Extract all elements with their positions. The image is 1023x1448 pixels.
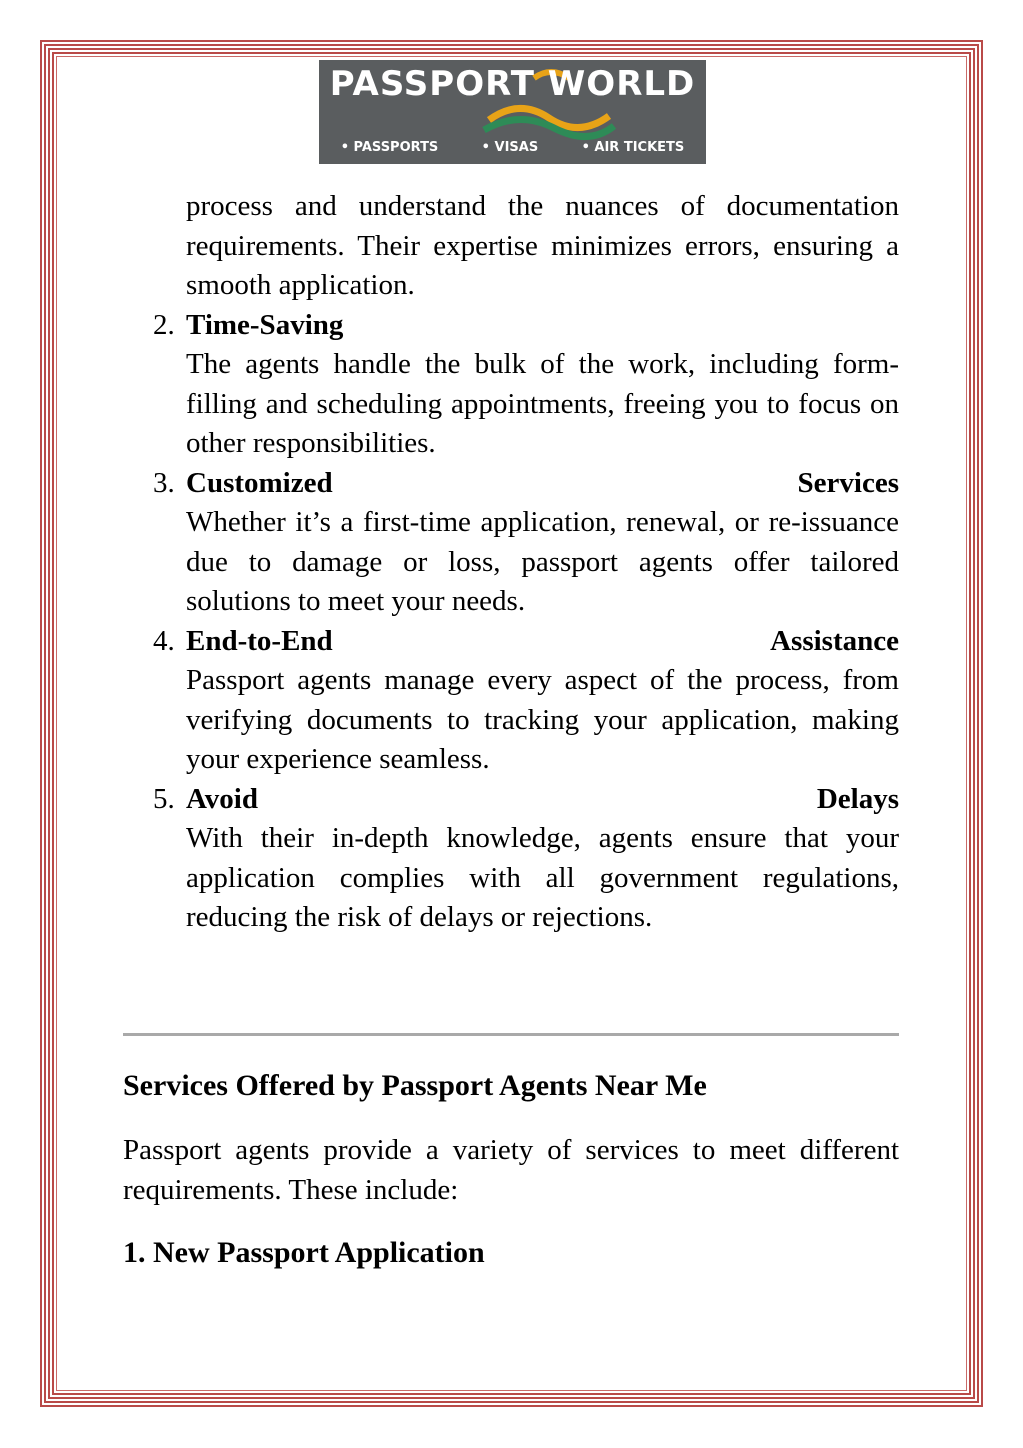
list-item-end-to-end-assistance [123, 622, 899, 780]
logo-tagline [319, 140, 706, 155]
list-item-time-saving [123, 306, 899, 464]
services-section-title: Services Offered by Passport Agents Near Me [123, 1069, 707, 1102]
section-divider [123, 1033, 899, 1036]
tagline-air-tickets: • AIR TICKETS [581, 140, 685, 155]
list-item-body: Passport agents manage every aspect of the process, from verifying documents to tracking your application, making your experience seamless. [186, 664, 899, 775]
list-number: 2. [153, 308, 175, 341]
intro-continuation-text: process and understand the nuances of documentation requirements. Their expertise minimizes errors, ensuring a smooth application. [186, 190, 899, 301]
list-number: 3. [153, 466, 175, 499]
list-item-avoid-delays [123, 780, 899, 938]
passport-world-logo [319, 60, 706, 164]
list-item-body: The agents handle the bulk of the work, including form-filling and scheduling appointments, freeing you to focus on other responsibilities. [186, 348, 899, 459]
list-item-title-left: Avoid [186, 782, 258, 815]
list-item-title-left: Customized [186, 466, 333, 499]
tagline-visas: • VISAS [481, 140, 539, 155]
list-item-body: With their in-depth knowledge, agents ensure that your application complies with all government regulations, reducing the risk of delays or rejections. [186, 822, 899, 933]
list-number: 5. [153, 782, 175, 815]
list-item-continuation [123, 187, 899, 306]
list-item-title-right: Services [797, 466, 899, 499]
tagline-passports: • PASSPORTS [340, 140, 439, 155]
list-item-title-right: Delays [816, 782, 899, 815]
list-number: 4. [153, 624, 175, 657]
benefits-list [123, 187, 899, 938]
list-item-title-left: End-to-End [186, 624, 333, 657]
logo-wordmark: PASSPORT WORLD [329, 64, 696, 104]
new-passport-application-heading: 1. New Passport Application [123, 1236, 485, 1269]
list-item-title [186, 464, 899, 504]
list-item-title [186, 780, 899, 820]
services-section-paragraph: Passport agents provide a variety of services to meet different requirements. These include: [123, 1134, 899, 1206]
list-item-title: Time-Saving [186, 308, 344, 341]
list-item-customized-services [123, 464, 899, 622]
list-item-body: Whether it’s a first-time application, renewal, or re-issuance due to damage or loss, passport agents offer tailored solutions to meet your needs. [186, 506, 899, 617]
list-item-title-right: Assistance [770, 624, 899, 657]
list-item-title [186, 622, 899, 662]
